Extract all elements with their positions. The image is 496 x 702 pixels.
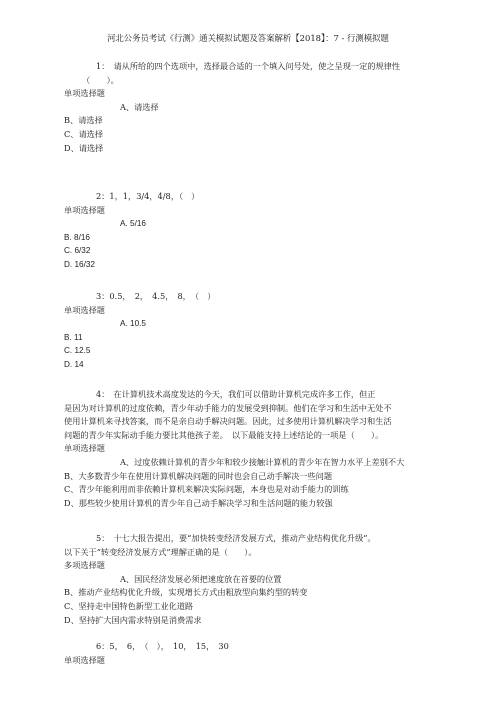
question-stem: 2：1，1，3/4，4/8，（ ） bbox=[96, 191, 200, 201]
option-a: A、国民经济发展必须把速度放在首要的位置 bbox=[120, 573, 282, 584]
question-type-label: 单项选择题 bbox=[64, 443, 105, 454]
question-type-label: 单项选择题 bbox=[64, 654, 105, 665]
option-d: D. 14 bbox=[64, 359, 84, 369]
question-type-label: 单项选择题 bbox=[64, 304, 105, 315]
question-stem: 4： 在计算机技术高度发达的今天，我们可以借助计算机完成许多工作，但正 bbox=[96, 389, 376, 399]
option-c: C. 12.5 bbox=[64, 346, 91, 356]
question-type-label: 单项选择题 bbox=[64, 204, 105, 215]
question-stem-continued: 问题的青少年实际动手能力要比其他孩子差。 以下最能支持上述结论的一项是（ ）。 bbox=[64, 429, 384, 440]
option-d: D. 16/32 bbox=[64, 259, 95, 269]
question-stem: 6：5， 6， （ ）， 10， 15， 30 bbox=[96, 641, 229, 651]
question-5 bbox=[64, 532, 434, 627]
question-1 bbox=[64, 60, 434, 155]
question-4 bbox=[64, 388, 434, 510]
question-type-label: 多项选择题 bbox=[64, 560, 105, 571]
option-d: D、请选择 bbox=[64, 142, 104, 153]
question-stem-continued: 是因为对计算机的过度依赖，青少年动手能力的发展受到抑制。他们在学习和生活中无处不 bbox=[64, 402, 392, 413]
option-a: A. 10.5 bbox=[120, 319, 146, 329]
question-stem-continued: （ ）。 bbox=[82, 74, 119, 85]
option-b: B. 8/16 bbox=[64, 232, 90, 242]
option-b: B、大多数青少年在使用计算机解决问题的同时也会自己动手解决一些问题 bbox=[64, 470, 333, 481]
option-a: A. 5/16 bbox=[120, 219, 146, 229]
option-a: A、过度依赖计算机的青少年和较少接触计算机的青少年在智力水平上差别不大 bbox=[120, 456, 405, 467]
option-c: C、请选择 bbox=[64, 128, 104, 139]
question-6 bbox=[64, 640, 434, 667]
question-2 bbox=[64, 190, 434, 272]
option-d: D、坚持扩大国内需求特别是消费需求 bbox=[64, 614, 202, 625]
question-stem: 1： 请从所给的四个选项中，选择最合适的一个填入问号处，使之呈现一定的规律性 bbox=[96, 61, 401, 71]
question-3 bbox=[64, 290, 434, 372]
option-b: B、推动产业结构优化升级，实现增长方式由粗放型向集约型的转变 bbox=[64, 587, 308, 598]
question-type-label: 单项选择题 bbox=[64, 88, 105, 99]
page-title: 河北公务员考试《行测》通关模拟试题及答案解析【2018】：7 - 行测模拟题 bbox=[107, 33, 389, 43]
option-b: B、请选择 bbox=[64, 115, 103, 126]
question-stem: 5： 十七大报告提出，要“加快转变经济发展方式，推动产业结构优化升级”。 bbox=[96, 533, 376, 543]
question-stem-continued: 使用计算机来寻找答案，而不是亲自动手解决问题。因此，过多使用计算机解决学习和生活 bbox=[64, 416, 392, 427]
option-d: D、那些较少使用计算机的青少年自己动手解决学习和生活问题的能力较强 bbox=[64, 497, 333, 508]
question-stem: 3：0.5， 2， 4.5， 8， （ ） bbox=[96, 291, 216, 301]
option-c: C、坚持走中国特色新型工业化道路 bbox=[64, 600, 194, 611]
option-c: C. 6/32 bbox=[64, 246, 91, 256]
option-c: C、青少年能利用而非依赖计算机来解决实际问题，本身也是对动手能力的训练 bbox=[64, 484, 349, 495]
question-stem-continued: 以下关于“转变经济发展方式”理解正确的是（ ）。 bbox=[64, 546, 257, 557]
option-a: A、请选择 bbox=[120, 101, 159, 112]
option-b: B. 11 bbox=[64, 332, 83, 342]
